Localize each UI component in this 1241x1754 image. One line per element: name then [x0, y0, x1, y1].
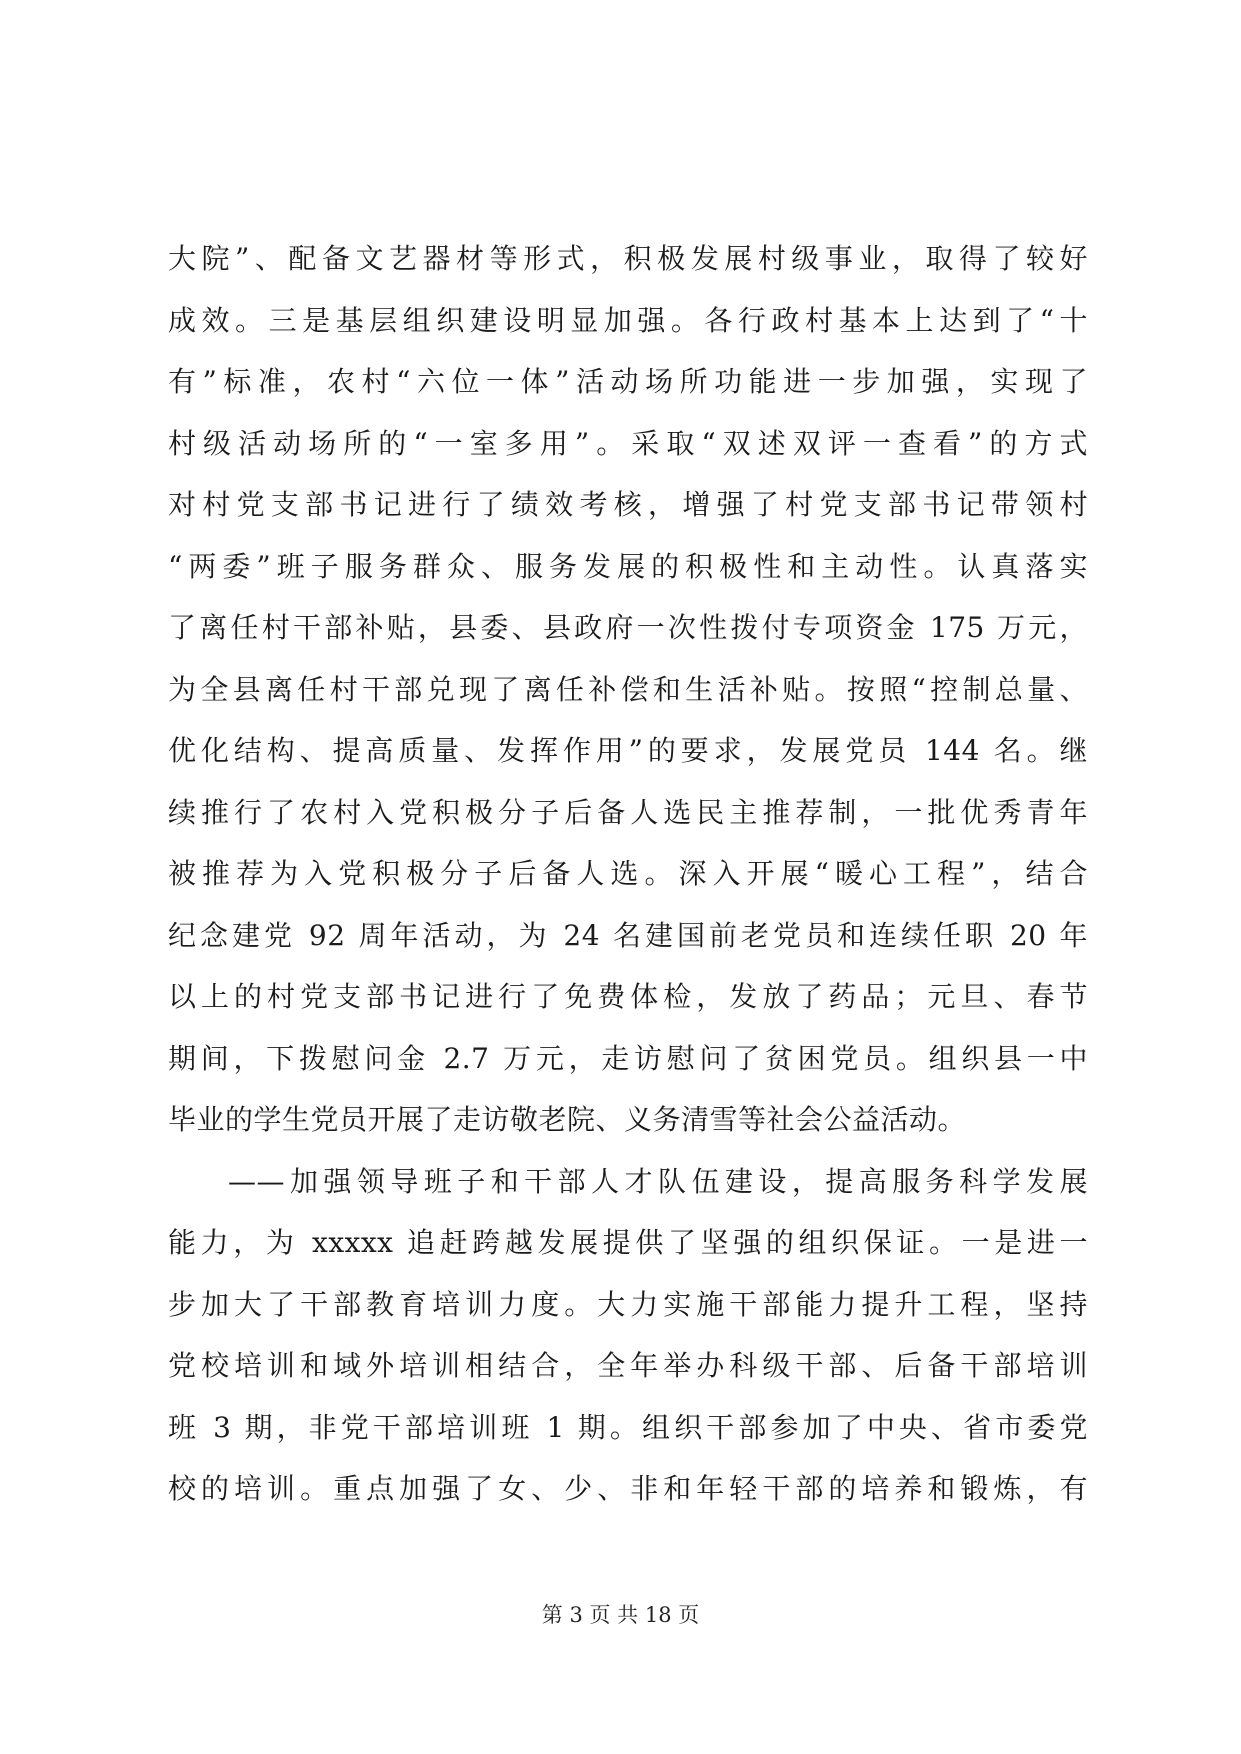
text-line: 村级活动场所的“一室多用”。采取“双述双评一查看”的方式 — [168, 426, 1088, 460]
text-line: “两委”班子服务群众、服务发展的积极性和主动性。认真落实 — [168, 549, 1088, 583]
text-line: 优化结构、提高质量、发挥作用”的要求，发展党员 144 名。继 — [168, 734, 1088, 767]
text-line: 毕业的学生党员开展了走访敬老院、义务清雪等社会公益活动。 — [168, 1103, 967, 1136]
text-line: 校的培训。重点加强了女、少、非和年轻干部的培养和锻炼，有 — [168, 1472, 1088, 1505]
text-line: 期间，下拨慰问金 2.7 万元，走访慰问了贫困党员。组织县一中 — [168, 1041, 1088, 1075]
text-line: 能力，为 xxxxx 追赶跨越发展提供了坚强的组织保证。一是进一 — [168, 1226, 1088, 1259]
text-line: 以上的村党支部书记进行了免费体检，发放了药品；元旦、春节 — [168, 980, 1088, 1013]
text-line: 大院”、配备文艺器材等形式，积极发展村级事业，取得了较好 — [168, 242, 1088, 275]
text-line: 为全县离任村干部兑现了离任补偿和生活补贴。按照“控制总量、 — [168, 672, 1088, 706]
text-line: 了离任村干部补贴，县委、县政府一次性拨付专项资金 175 万元， — [168, 611, 1088, 644]
text-line: 步加大了干部教育培训力度。大力实施干部能力提升工程，坚持 — [168, 1287, 1088, 1321]
text-line: 班 3 期，非党干部培训班 1 期。组织干部参加了中央、省市委党 — [168, 1410, 1088, 1444]
text-line: 党校培训和域外培训相结合，全年举办科级干部、后备干部培训 — [168, 1349, 1088, 1382]
text-line: 续推行了农村入党积极分子后备人选民主推荐制，一批优秀青年 — [168, 795, 1088, 829]
text-line: 纪念建党 92 周年活动，为 24 名建国前老党员和连续任职 20 年 — [168, 918, 1088, 952]
text-line: 有”标准，农村“六位一体”活动场所功能进一步加强，实现了 — [168, 365, 1088, 398]
text-line: 成效。三是基层组织建设明显加强。各行政村基本上达到了“十 — [168, 303, 1088, 337]
text-line: 被推荐为入党积极分子后备人选。深入开展“暖心工程”，结合 — [168, 857, 1088, 890]
page-number-footer: 第 3 页 共 18 页 — [541, 1603, 700, 1627]
text-line: 对村党支部书记进行了绩效考核，增强了村党支部书记带领村 — [168, 488, 1088, 521]
body-text — [168, 228, 1088, 1520]
paragraph-start-line: ——加强领导班子和干部人才队伍建设，提高服务科学发展 — [228, 1164, 1088, 1198]
